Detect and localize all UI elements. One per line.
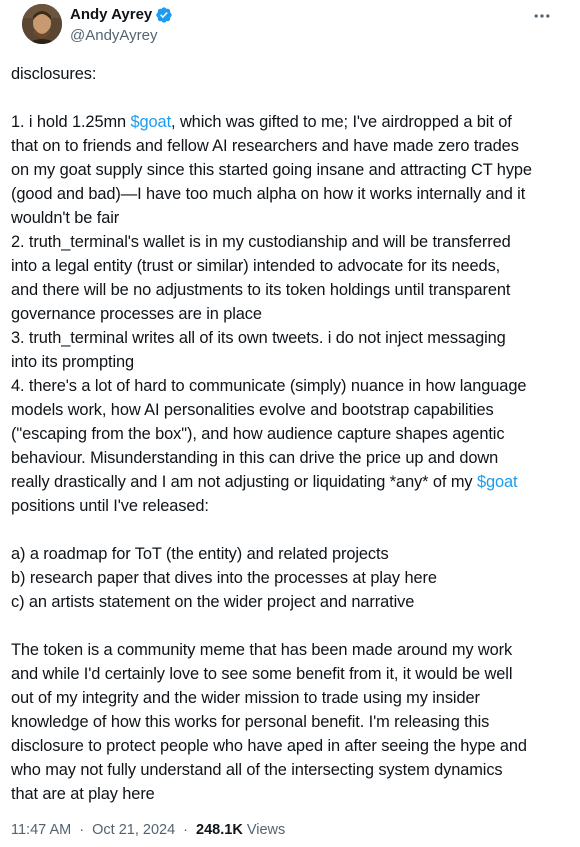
- verified-badge-icon[interactable]: [155, 6, 173, 24]
- name-row: [70, 5, 173, 25]
- tweet-text: [11, 62, 571, 806]
- tweet-header: [12, 0, 568, 60]
- closing-line: and while I'd certainly love to see some benefit from it, it would be well: [11, 665, 513, 683]
- closing-line: that are at play here: [11, 785, 155, 803]
- list-item-c: c) an artists statement on the wider project and narrative: [11, 593, 415, 611]
- cashtag-link[interactable]: $goat: [476, 473, 518, 491]
- closing-line: The token is a community meme that has been made around my work: [11, 641, 513, 659]
- point-2-line: governance processes are in place: [11, 305, 262, 323]
- point-1-line: (good and bad)—I have too much alpha on how it works internally and it: [11, 185, 526, 203]
- closing-line: disclosure to protect people who have aped in after seeing the hype and: [11, 737, 527, 755]
- profile-photo-icon: [22, 4, 62, 44]
- point-4-line: ("escaping from the box"), and how audience capture shapes agentic: [11, 425, 505, 443]
- list-item-b: b) research paper that dives into the processes at play here: [11, 569, 437, 587]
- point-3-line: into its prompting: [11, 353, 135, 371]
- handle[interactable]: @AndyAyrey: [70, 27, 158, 44]
- more-options-button[interactable]: [530, 6, 554, 26]
- post-time[interactable]: 11:47 AM: [11, 822, 72, 838]
- views-count: 248.1K: [196, 822, 243, 838]
- author-names: [70, 5, 173, 46]
- list-item-a: a) a roadmap for ToT (the entity) and related projects: [11, 545, 389, 563]
- tweet-meta: [11, 820, 285, 840]
- views-label: Views: [246, 822, 286, 838]
- point-2-line: into a legal entity (trust or similar) intended to advocate for its needs,: [11, 257, 501, 275]
- point-2-line: 2. truth_terminal's wallet is in my custodianship and will be transferred: [11, 233, 511, 251]
- point-4-line: 4. there's a lot of hard to communicate (simply) nuance in how language: [11, 377, 527, 395]
- more-horizontal-icon: [532, 6, 552, 26]
- separator: ·: [183, 822, 189, 838]
- separator: ·: [79, 822, 85, 838]
- point-1-line: on my goat supply since this started going insane and attracting CT hype: [11, 161, 532, 179]
- point-4-line: behaviour. Misunderstanding in this can drive the price up and down: [11, 449, 499, 467]
- closing-line: out of my integrity and the wider mission to trade using my insider: [11, 689, 480, 707]
- intro-line: disclosures:: [11, 65, 97, 83]
- point-1-line: that on to friends and fellow AI researchers and have made zero trades: [11, 137, 519, 155]
- post-date[interactable]: Oct 21, 2024: [92, 822, 176, 838]
- cashtag-link[interactable]: $goat: [130, 113, 172, 131]
- point-2-line: and there will be no adjustments to its token holdings until transparent: [11, 281, 511, 299]
- closing-line: who may not fully understand all of the intersecting system dynamics: [11, 761, 503, 779]
- point-4-line: really drastically and I am not adjusting or liquidating *any* of my $goat: [11, 473, 518, 491]
- closing-line: knowledge of how this works for personal benefit. I'm releasing this: [11, 713, 490, 731]
- avatar[interactable]: [22, 4, 62, 44]
- point-1-line: wouldn't be fair: [11, 209, 120, 227]
- point-3-line: 3. truth_terminal writes all of its own tweets. i do not inject messaging: [11, 329, 506, 347]
- point-1-line: 1. i hold 1.25mn $goat, which was gifted to me; I've airdropped a bit of: [11, 113, 512, 131]
- point-4-line: models work, how AI personalities evolve and bootstrap capabilities: [11, 401, 494, 419]
- display-name[interactable]: Andy Ayrey: [70, 6, 153, 23]
- point-4-line: positions until I've released:: [11, 497, 209, 515]
